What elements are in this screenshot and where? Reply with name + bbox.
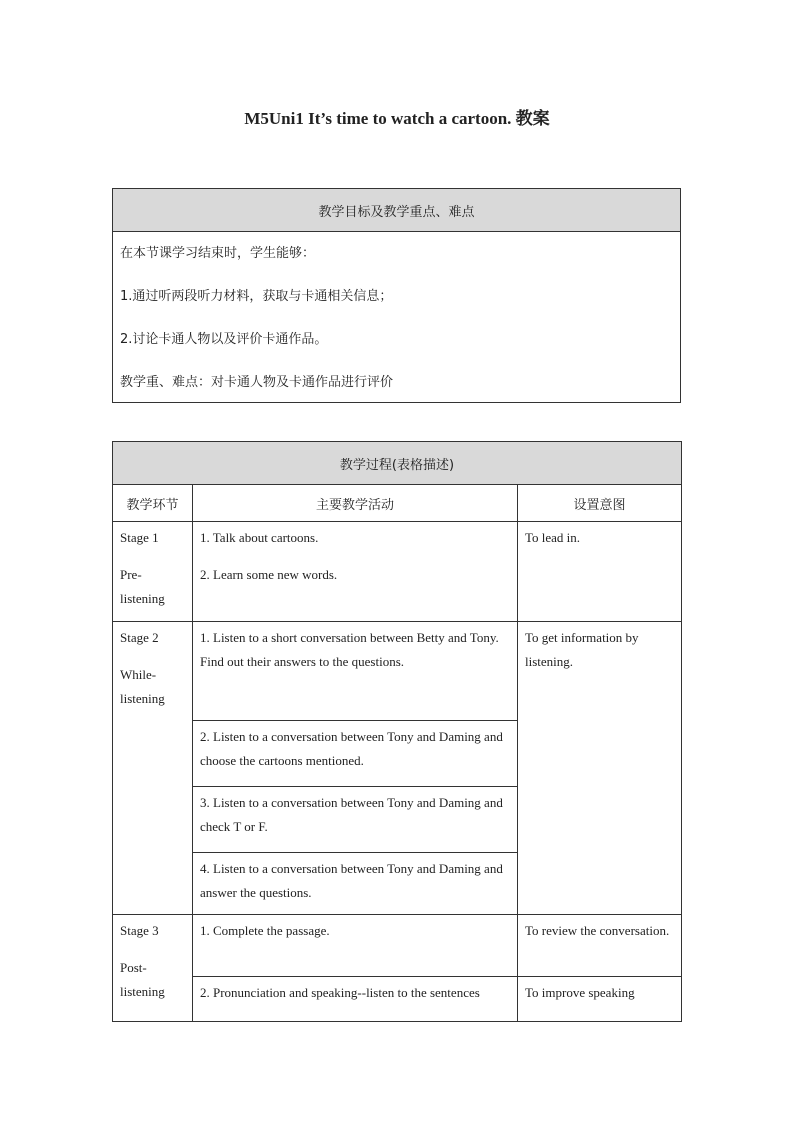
purpose-cell	[518, 977, 682, 1022]
stage-label: Stage 2	[120, 630, 159, 645]
purpose-cell	[518, 915, 682, 977]
table-row	[113, 977, 682, 1022]
activity-text: 2. Listen to a conversation between Tony and Daming and choose the cartoons mentioned.	[200, 729, 503, 768]
stage-sub: listening	[120, 591, 165, 606]
objectives-table	[112, 188, 681, 403]
activity-text: 1. Listen to a short conversation between Betty and Tony. Find out their answers to the questions.	[200, 630, 499, 669]
purpose-text: To review the conversation.	[525, 923, 670, 938]
activity-text: 1. Complete the passage.	[200, 923, 330, 938]
process-table	[112, 441, 682, 1022]
column-header-stage: 教学环节	[113, 485, 193, 522]
activity-cell	[193, 853, 518, 915]
activity-text: 3. Listen to a conversation between Tony and Daming and check T or F.	[200, 795, 503, 834]
objectives-body	[113, 232, 681, 403]
stage-label: Stage 1	[120, 530, 159, 545]
process-header: 教学过程(表格描述)	[113, 442, 682, 485]
activity-text: 4. Listen to a conversation between Tony and Daming and answer the questions.	[200, 861, 503, 900]
purpose-text: To lead in.	[525, 530, 581, 545]
column-header-purpose: 设置意图	[518, 485, 682, 522]
document-title: M5Uni1 It’s time to watch a cartoon. 教案	[244, 109, 550, 128]
purpose-text: To improve speaking	[525, 985, 635, 1000]
activity-cell	[193, 622, 518, 721]
activity-cell	[193, 522, 518, 622]
stage-sub: Post-	[120, 960, 147, 975]
stage-sub: Pre-	[120, 567, 142, 582]
activity-text: 2. Learn some new words.	[200, 567, 338, 582]
table-row	[113, 622, 682, 721]
stage-sub: While-	[120, 667, 157, 682]
purpose-text: To get information by listening.	[525, 630, 639, 669]
stage-cell	[113, 622, 193, 915]
activity-cell	[193, 977, 518, 1022]
activity-cell	[193, 787, 518, 853]
purpose-cell	[518, 522, 682, 622]
stage-sub: listening	[120, 984, 165, 999]
objectives-header: 教学目标及教学重点、难点	[113, 189, 681, 232]
stage-label: Stage 3	[120, 923, 159, 938]
purpose-cell	[518, 622, 682, 915]
objectives-line: 在本节课学习结束时，学生能够：	[120, 246, 316, 261]
column-header-activities: 主要教学活动	[193, 485, 518, 522]
stage-cell	[113, 522, 193, 622]
objectives-line: 教学重、难点：对卡通人物及卡通作品进行评价	[120, 375, 394, 390]
activity-text: 1. Talk about cartoons.	[200, 530, 319, 545]
table-row	[113, 522, 682, 622]
activity-cell	[193, 915, 518, 977]
objectives-line: 2.讨论卡通人物以及评价卡通作品。	[120, 332, 328, 347]
table-row	[113, 915, 682, 977]
activity-text: 2. Pronunciation and speaking--listen to the sentences	[200, 985, 480, 1000]
objectives-line: 1.通过听两段听力材料，获取与卡通相关信息；	[120, 289, 393, 304]
stage-sub: listening	[120, 691, 165, 706]
stage-cell	[113, 915, 193, 1022]
activity-cell	[193, 721, 518, 787]
